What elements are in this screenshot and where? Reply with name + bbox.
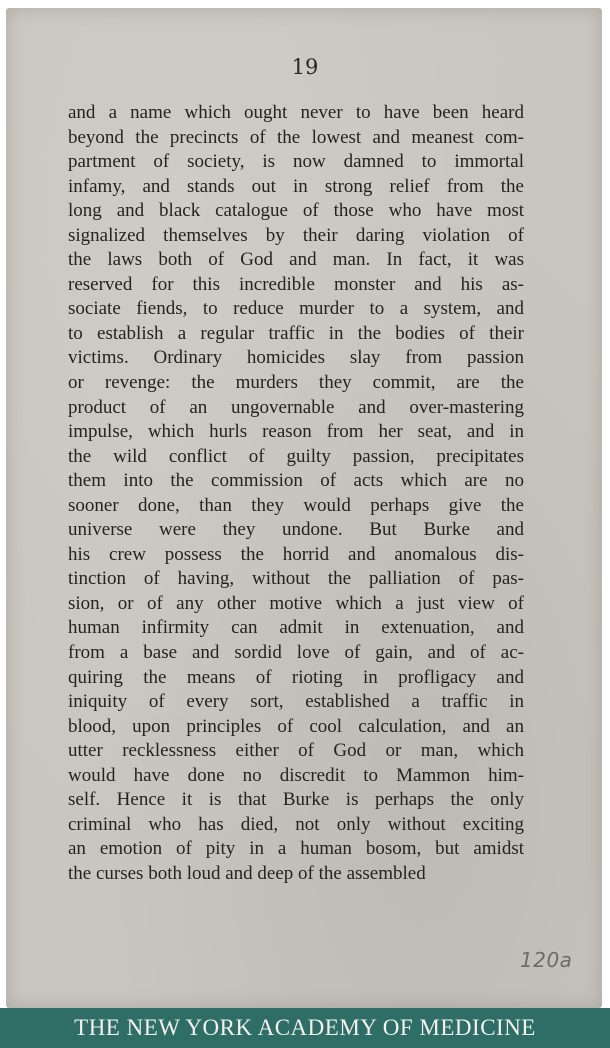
text-line: impulse, which hurls reason from her seat, and in xyxy=(68,421,524,443)
text-line: product of an ungovernable and over-mastering xyxy=(68,396,524,418)
text-line: beyond the precincts of the lowest and meanest com- xyxy=(68,126,524,148)
text-line: universe were they undone. But Burke and xyxy=(68,519,524,541)
text-line: infamy, and stands out in strong relief from the xyxy=(68,175,524,197)
text-line: quiring the means of rioting in profligacy and xyxy=(68,666,524,688)
text-line: long and black catalogue of those who have most xyxy=(68,200,524,222)
text-line: human infirmity can admit in extenuation, and xyxy=(68,617,524,639)
footer-banner xyxy=(0,1008,610,1048)
text-line: sion, or of any other motive which a just view of xyxy=(68,592,524,614)
text-line: and a name which ought never to have been heard xyxy=(68,102,524,123)
text-line: iniquity of every sort, established a traffic in xyxy=(68,691,524,713)
text-line: would have done no discredit to Mammon him- xyxy=(68,764,524,786)
text-line: them into the commission of acts which are no xyxy=(68,470,524,492)
text-line: partment of society, is now damned to immortal xyxy=(68,151,524,173)
text-line: victims. Ordinary homicides slay from passion xyxy=(68,347,524,369)
text-line: sociate fiends, to reduce murder to a system, and xyxy=(68,298,524,320)
text-line: tinction of having, without the palliation of pas- xyxy=(68,568,524,590)
banner-text: THE NEW YORK ACADEMY OF MEDICINE xyxy=(74,1015,536,1040)
text-line: to establish a regular traffic in the bodies of their xyxy=(68,322,524,344)
text-line: an emotion of pity in a human bosom, but amidst xyxy=(68,838,524,860)
page-number: 19 xyxy=(291,55,319,79)
text-line: sooner done, than they would perhaps give the xyxy=(68,494,524,516)
text-line: self. Hence it is that Burke is perhaps the only xyxy=(68,789,524,811)
text-line: the curses both loud and deep of the assembled xyxy=(68,862,426,884)
text-line: signalized themselves by their daring violation of xyxy=(68,224,524,246)
text-line: blood, upon principles of cool calculation, and an xyxy=(68,715,524,737)
text-line: the laws both of God and man. In fact, it was xyxy=(68,249,524,271)
text-line: the wild conflict of guilty passion, precipitates xyxy=(68,445,524,467)
text-line: or revenge: the murders they commit, are the xyxy=(68,372,524,394)
text-line: reserved for this incredible monster and his as- xyxy=(68,273,524,295)
text-line: utter recklessness either of God or man, which xyxy=(68,740,524,762)
archive-number-handwritten: 120a xyxy=(520,948,573,972)
text-line: his crew possess the horrid and anomalous dis- xyxy=(68,543,524,565)
body-text xyxy=(68,101,524,887)
text-line: criminal who has died, not only without exciting xyxy=(68,813,524,835)
text-line: from a base and sordid love of gain, and of ac- xyxy=(68,642,524,664)
